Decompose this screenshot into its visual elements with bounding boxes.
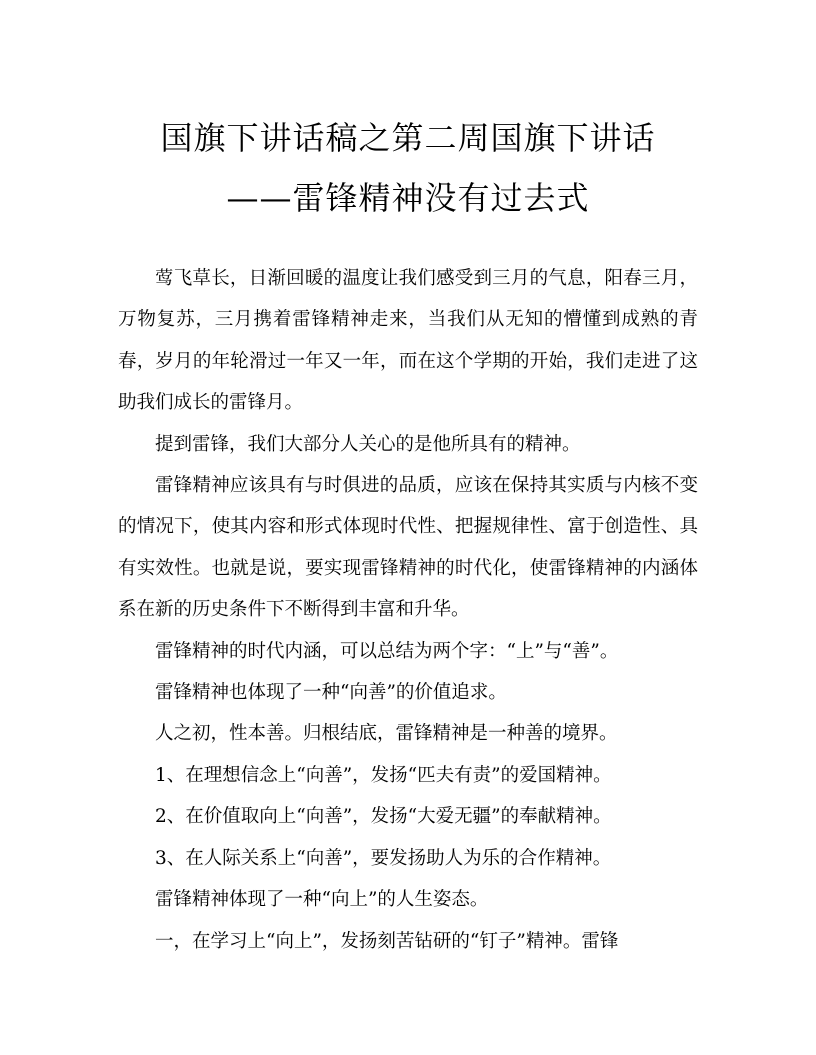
- title-line-main: 国旗下讲话稿之第二周国旗下讲话: [160, 119, 656, 157]
- paragraph-1: 莺飞草长，日渐回暖的温度让我们感受到三月的气息，阳春三月，万物复苏，三月携着雷锋精神走来，当我们从无知的懵懂到成熟的青春，岁月的年轮滑过一年又一年，而在这个学期的开始，我们走进了这助我们成长的雷锋月。: [118, 268, 698, 414]
- paragraph-7: 1、在理想信念上“向善”，发扬“匹夫有责”的爱国精神。: [155, 764, 612, 786]
- paragraph-10: 雷锋精神体现了一种“向上”的人生姿态。: [155, 889, 489, 911]
- paragraph-8: 2、在价值取向上“向善”，发扬“大爱无疆”的奉献精神。: [155, 806, 612, 828]
- paragraph-9: 3、在人际关系上“向善”，要发扬助人为乐的合作精神。: [155, 847, 612, 869]
- paragraph-2: 提到雷锋，我们大部分人关心的是他所具有的精神。: [155, 433, 581, 455]
- paragraph-3: 雷锋精神应该具有与时俱进的品质，应该在保持其实质与内核不变的情况下，使其内容和形式体现时代性、把握规律性、富于创造性、具有实效性。也就是说，要实现雷锋精神的时代化，使雷锋精神的内涵体系在新的历史条件下不断得到丰富和升华。: [118, 475, 698, 621]
- paragraph-6: 人之初，性本善。归根结底，雷锋精神是一种善的境界。: [155, 723, 618, 745]
- paragraph-4: 雷锋精神的时代内涵，可以总结为两个字：“上”与“善”。: [155, 640, 619, 662]
- paragraph-5: 雷锋精神也体现了一种“向善”的价值追求。: [155, 682, 507, 704]
- paragraph-11: 一，在学习上“向上”，发扬刻苦钻研的“钉子”精神。雷锋: [155, 930, 619, 952]
- document-body: [118, 258, 698, 962]
- title-line-subtitle: ——雷锋精神没有过去式: [226, 179, 590, 217]
- document-title: [0, 108, 816, 228]
